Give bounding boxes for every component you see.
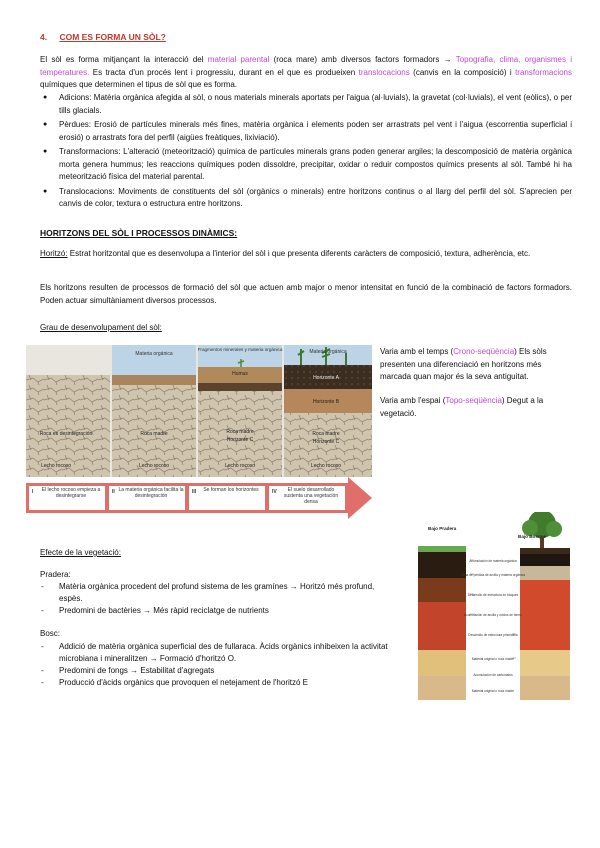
note-text: ) Els sòls presenten una diferenciació en horitzons més marcada quan major és la seva antiguitat. [380,347,547,381]
label-horizonte-c-3: Horizonte C [226,437,254,443]
grass-icon [418,546,466,552]
profile-annotation: Desarrollo de estructura en bloques [467,593,519,597]
section2-title: HORITZONS DEL SÒL I PROCESSOS DINÀMICS: [40,228,238,238]
grau-title: Grau de desenvolupament del sòl: [40,323,162,332]
label-horizonte-c-4: Horizonte C [312,439,340,445]
note-text: Varia amb l'espai ( [380,396,446,405]
process-term: Pèrdues: [59,120,92,129]
profile-annotation: Acumulación de materia orgánica [469,559,517,563]
profile-annotation: Material original o roca madre [471,657,515,661]
horitzo-definition [40,248,572,261]
stage-caption: El lecho rocoso empieza a desintegrarse [41,487,101,499]
label-horizonte-b: Horizonte B [312,399,340,405]
stage-caption: El suelo desarrollado sustenta una vegetación densa [283,487,339,505]
process-term: Adicions: [59,93,92,102]
stage-number: II [112,489,115,495]
stage-number: IV [272,489,277,495]
note-text: Varia amb el temps ( [380,347,454,356]
label-roca-madre-4: Roca madre [312,431,340,437]
intro-text-1: El sòl es forma mitjançant la interacció del [40,55,204,64]
label-roca-desintegracion: Roca en desintegración [39,431,93,437]
stage-caption: Se forman los horizontes [203,487,259,493]
soil-profile-figure [414,512,574,704]
process-item [40,119,572,144]
label-bajo-bosque: Bajo Bosque [518,534,547,539]
process-term: Translocacions: [59,186,115,196]
profile-annotation: Desarrollo de estructura prismática [468,633,518,637]
process-text: Erosió de partícules minerals més fines, matèria orgànica i elements poden ser arrastrats pel vent i l'aigua (escorrentia superficial i erosió) o arrastrats fora del perfil (aigües freàtiques, lixiviació). [59,120,572,142]
process-text: L'alteració (meteorització) química de partícules minerals grans poden generar argiles; la descomposició de matèria orgànica morta genera hummus; les reaccions químiques poden dissoldre, precipitar, oxidar o reduir compostos químics presents al sòl. També hi ha meteorització física del material parental. [59,147,572,181]
label-materia-organica-1: Materia orgánica [135,351,173,357]
bosc-list [40,641,402,689]
side-note-topo [380,395,572,420]
stage2-sky [112,345,196,375]
label-humus: Humus [232,371,248,377]
process-term: Transformacions: [59,147,121,156]
note-text: ) Degut a la vegetació. [380,396,544,418]
vegetation-title: Efecte de la vegetació: [40,548,121,557]
profile-annotation: Zona de pérdida de arcilla y materia orgánica [461,573,525,577]
intro-paragraph [40,54,572,92]
term-material-parental: material parental [207,55,270,64]
horitzons-paragraph: Els horitzons resulten de processos de formació del sòl que actuen amb major o menor intensitat en funció de la combinació de factors formadors. Poden actuar simultàniament diversos processos. [40,283,572,305]
term-topo: Topo-seqüència [445,396,502,405]
horitzo-text: Estrat horitzontal que es desenvolupa a l'interior del sòl i que presenta diferents caràcters de composició, textura, adherència, etc. [69,249,531,258]
label-lecho-4: Lecho rocoso [310,463,342,469]
section-title: COM ES FORMA UN SÒL? [59,32,166,42]
side-note-crono [380,346,572,384]
intro-text-5: químiques que determinen el tipus de sòl que es forma. [40,80,238,89]
bosc-title: Bosc: [40,629,61,638]
term-factors: Topografia, clima, organismes i temperatures. [40,55,573,77]
profile-annotation: Material original o roca madre [471,689,515,693]
label-bajo-pradera: Bajo Pradera [428,526,457,531]
term-translocacions: translocacions [358,67,410,77]
label-lecho-1: Lecho rocoso [40,463,72,469]
soil-development-figure [26,345,372,521]
label-fragments: Fragmentos minerales y materia orgánica [197,347,283,352]
pradera-title: Pradera: [40,570,71,579]
process-item [40,146,572,184]
profile-annotation: Acumulación de carbonatos [473,673,513,677]
profile-annotation: Acumulación de arcilla y óxidos de hierro [464,613,522,617]
stage1-panel [26,375,110,477]
label-roca-madre-3: Roca madre [226,429,254,435]
process-text: Matèria orgànica afegida al sòl, o nous materials minerals aportats per l'aigua (al·luvials), la gravetat (col·luvials), el vent (eòlics), o per tills glacials. [59,93,573,115]
process-item [40,186,572,211]
pradera-item: - Matèria orgànica procedent del profund sistema de les gramínes → Horitzó més profund, espès. [40,581,380,605]
bosc-item: - Addició de matèria orgànica superficial des de fullaraca. Àcids orgànics inhibeixen la activitat microbiana i mineralitzen → Formació d'horitzó O. [40,641,402,665]
pradera-list [40,581,380,617]
term-transformacions: transformacions [515,67,572,77]
process-item [40,92,572,117]
horitzo-term: Horitzó: [40,249,68,258]
intro-text-3: Es tracta d'un procés lent i progressiu, durant en el que es produeixen [92,67,356,77]
process-list [40,92,572,211]
section-heading [40,32,166,42]
label-horizonte-a: Horizonte A [313,375,339,381]
intro-text-4: (canvis en la composició) i [413,67,512,77]
process-text: Moviments de constituents del sòl (orgànics o minerals) entre horitzons continus o al llarg del perfil del sòl. S'aprecien per canvis de color, textura o estructura entre horitzons. [59,186,572,208]
label-lecho-2: Lecho rocoso [138,463,170,469]
stage-number: I [32,489,34,495]
stage-number: III [192,489,197,495]
stage-caption: La materia orgánica facilita la desintegración [118,487,184,499]
bosc-item: - Predomini de fongs → Estabilitat d'agregats [40,665,402,677]
bosc-item: - Producció d'àcids orgànics que provoquen el netejament de l'horitzó E [40,677,402,689]
intro-text-2: (roca mare) amb diversos factors formadors → [273,55,452,64]
pradera-item: - Predomini de bactèries → Més ràpid reciclatge de nutrients [40,605,380,617]
label-materia-organica-2: Materia orgánica [309,349,347,355]
section-number: 4. [40,32,48,42]
label-lecho-3: Lecho rocoso [224,463,256,469]
label-roca-madre-2: Roca madre [140,431,168,437]
term-crono: Crono-seqüència [453,347,515,356]
